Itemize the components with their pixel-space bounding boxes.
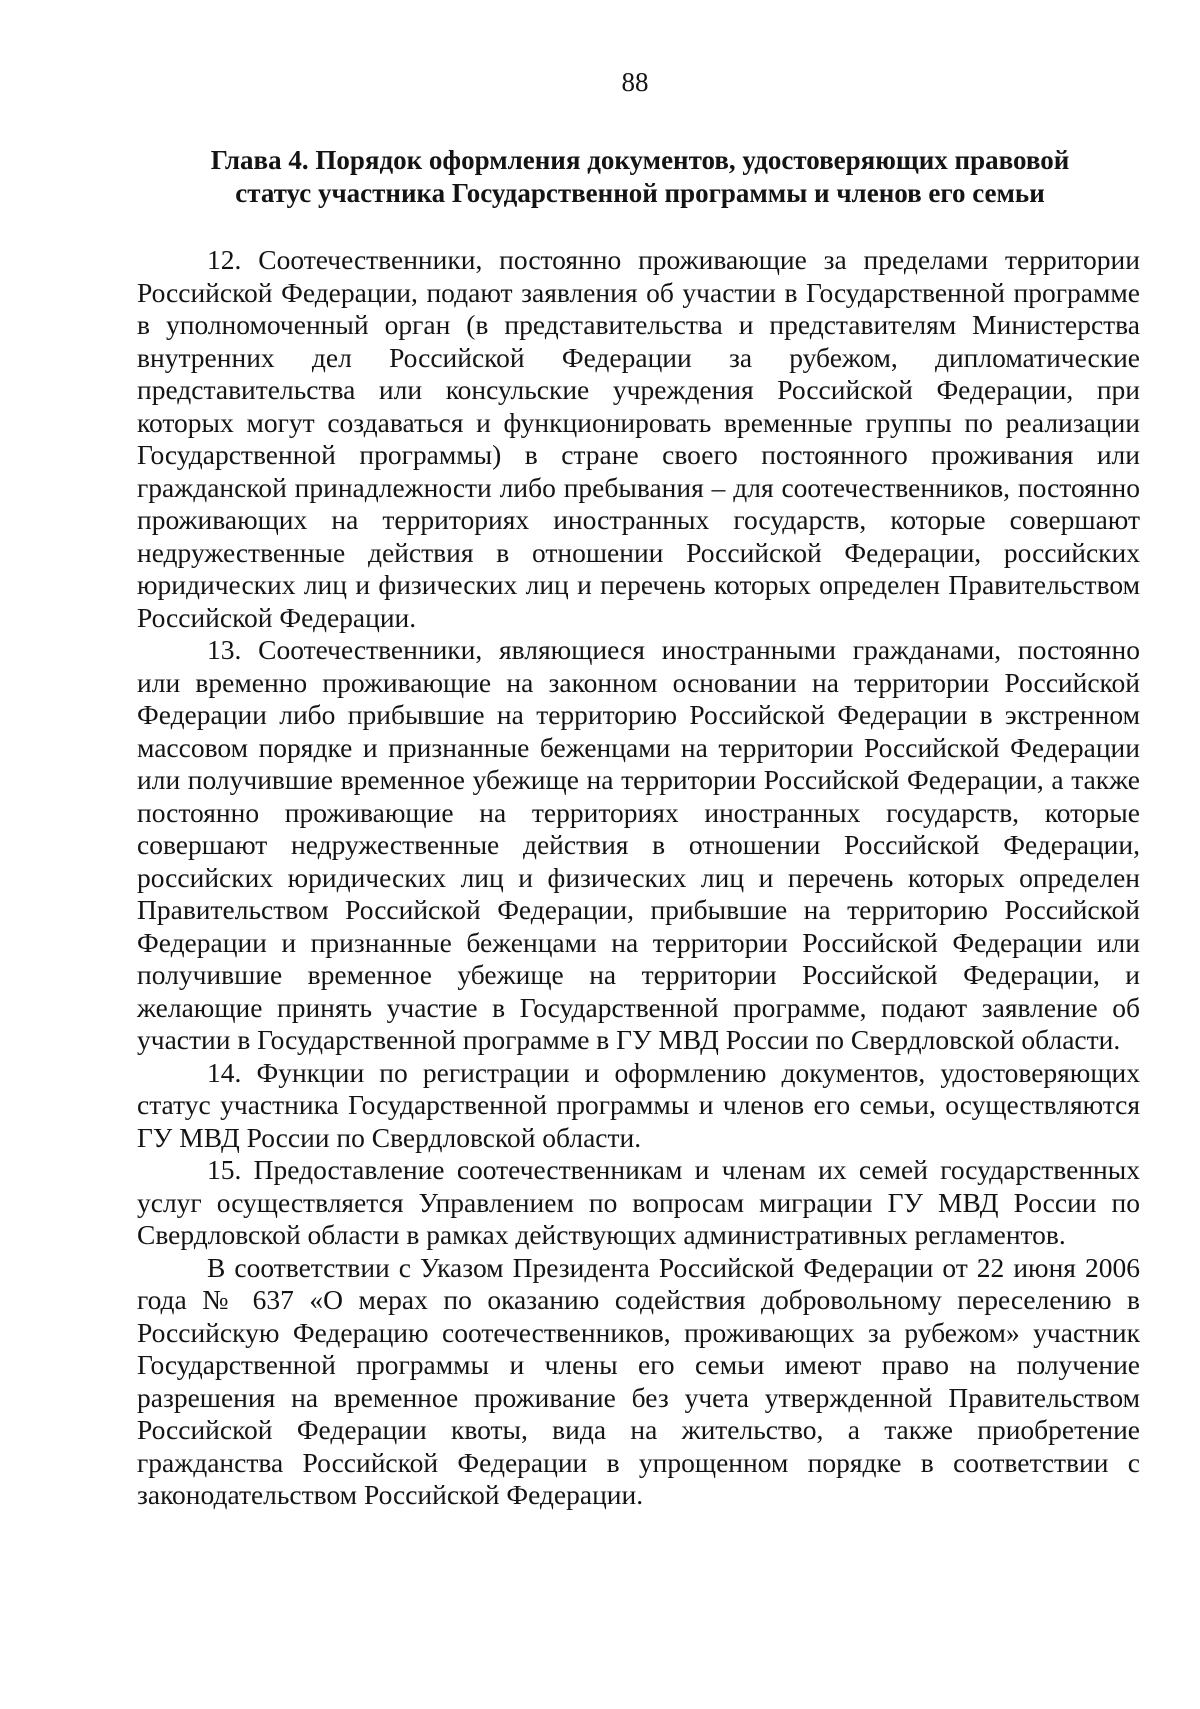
paragraph-15: 15. Предоставление соотечественникам и членам их семей государственных услуг осуществляется Управлением по вопросам миграции ГУ МВД России по Свердловской области в рамках действующих административных регламентов. [137, 1154, 1140, 1250]
paragraph-decree-reference: В соответствии с Указом Президента Российской Федерации от 22 июня 2006 года № 637 «О мерах по оказанию содействия добровольному переселению в Российскую Федерацию соотечественников, проживающих за рубежом» участник Государственной программы и члены его семьи имеют право на получение разрешения на временное проживание без учета утвержденной Правительством Российской Федерации квоты, вида на жительство, а также приобретение гражданства Российской Федерации в упрощенном порядке в соответствии с законодательством Российской Федерации. [137, 1251, 1140, 1510]
page-number: 88 [621, 67, 649, 97]
chapter-title [140, 144, 1140, 210]
paragraph-14: 14. Функции по регистрации и оформлению документов, удостоверяющих статус участника Государственной программы и членов его семьи, осуществляются ГУ МВД России по Свердловской области. [137, 1056, 1140, 1153]
body-text [137, 244, 1140, 1512]
paragraph-13: 13. Соотечественники, являющиеся иностранными гражданами, постоянно или временно проживающие на законном основании на территории Российской Федерации либо прибывшие на территорию Российской Федерации в экстренном массовом порядке и признанные беженцами на территории Российской Федерации или получившие временное убежище на территории Российской Федерации, а также постоянно проживающие на территориях иностранных государств, которые совершают недружественные действия в отношении Российской Федерации, российских юридических лиц и физических лиц и перечень которых определен Правительством Российской Федерации, прибывшие на территорию Российской Федерации и признанные беженцами на территории Российской Федерации или получившие временное убежище на территории Российской Федерации, и желающие принять участие в Государственной программе, подают заявление об участии в Государственной программе в ГУ МВД России по Свердловской области. [137, 634, 1140, 1055]
chapter-title-line-2: статус участника Государственной программы и членов его семьи [235, 178, 1045, 208]
paragraph-12: 12. Соотечественники, постоянно проживающие за пределами территории Российской Федерации, подают заявления об участии в Государственной программе в уполномоченный орган (в представительства и представителям Министерства внутренних дел Российской Федерации за рубежом, дипломатические представительства или консульские учреждения Российской Федерации, при которых могут создаваться и функционировать временные группы по реализации Государственной программы) в стране своего постоянного проживания или гражданской принадлежности либо пребывания – для соотечественников, постоянно проживающих на территориях иностранных государств, которые совершают недружественные действия в отношении Российской Федерации, российских юридических лиц и физических лиц и перечень которых определен Правительством Российской Федерации. [137, 244, 1140, 633]
chapter-title-line-1: Глава 4. Порядок оформления документов, удостоверяющих правовой [210, 145, 1070, 175]
